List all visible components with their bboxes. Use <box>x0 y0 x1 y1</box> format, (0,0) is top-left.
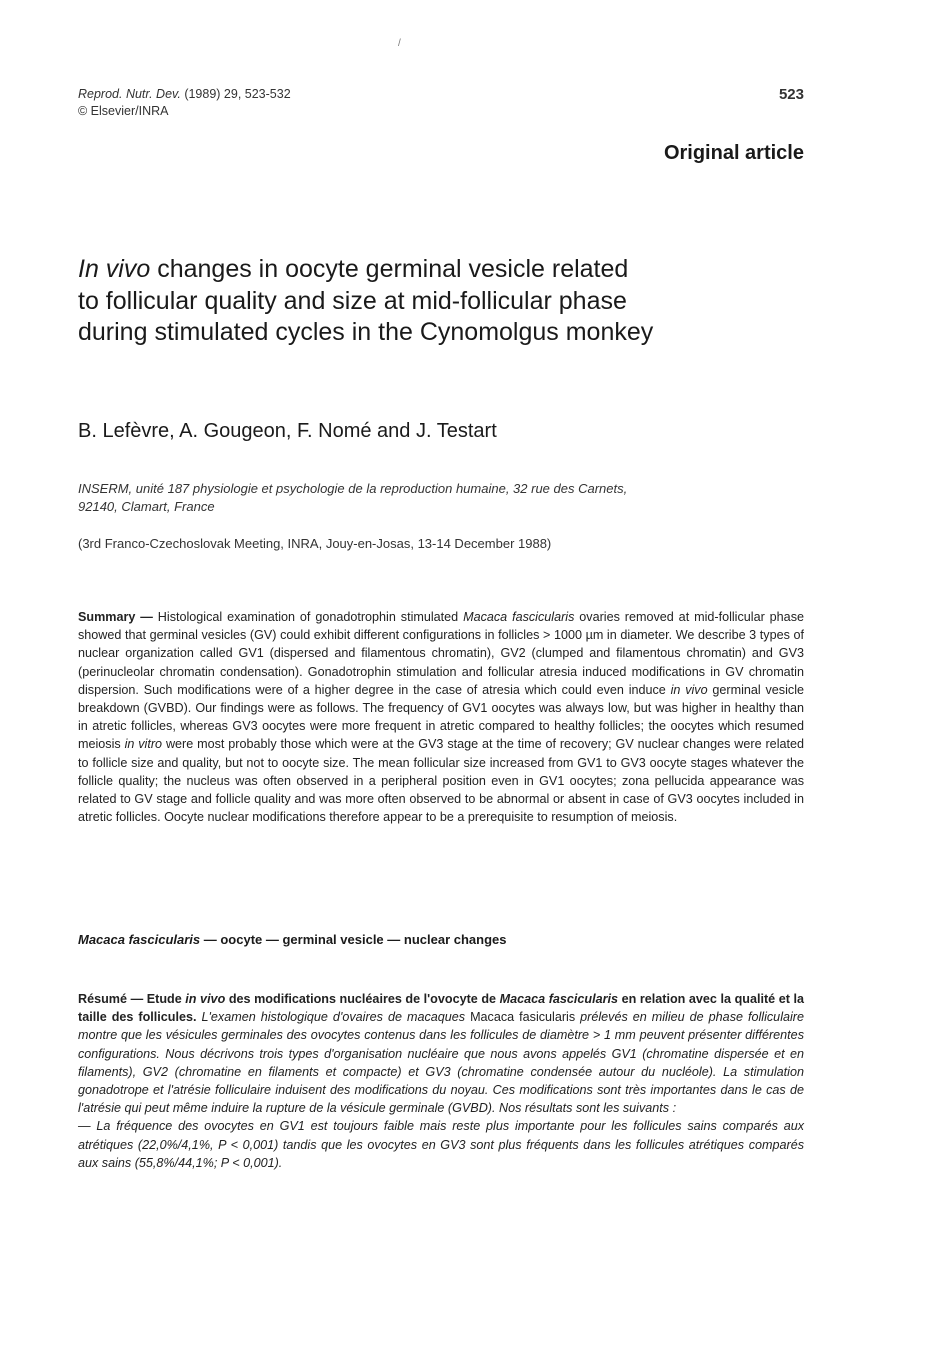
summary-text-1: Histological examination of gonadotrophin stimulated <box>152 610 464 624</box>
resume-title-1: des modifications nucléaires de l'ovocyte de <box>225 992 500 1006</box>
summary-label: Summary — <box>78 610 153 624</box>
resume-species-plain: Macaca fasicularis <box>470 1010 576 1025</box>
title-italic-lead: In vivo <box>78 255 151 283</box>
keywords <box>78 932 804 947</box>
title-line1: changes in oocyte germinal vesicle related <box>150 255 629 283</box>
title-line2: to follicular quality and size at mid-follicular phase <box>78 286 627 315</box>
resume-paragraph <box>78 990 804 1172</box>
summary-paragraph <box>78 608 804 826</box>
resume-label: Résumé — Etude <box>78 992 186 1006</box>
summary-text-4: were most probably those which were at the GV3 stage at the time of recovery; GV nuclear changes were related to follicle size and quality, but not to oocyte size. The mean follicular size increased from GV1 to GV3 oocyte stages whatever the follicle quality; the nucleus was often observed in a peripheral position even in GV1 oocytes; zona pellucida appearance was related to GV stage and follicle quality and was more often observed to be abnormal or absent in case of GV3 oocytes included in atretic follicles. Oocyte nuclear modifications therefore appear to be a prerequisite to resumption of meiosis. <box>78 737 804 825</box>
resume-text-1: L'examen histologique d'ovaires de macaques <box>196 1010 471 1025</box>
page-number: 523 <box>778 86 804 103</box>
title-line3: during stimulated cycles in the Cynomolgus monkey <box>78 318 654 346</box>
summary-in-vivo: in vivo <box>670 682 708 697</box>
article-title <box>78 254 808 349</box>
page-mark: / <box>398 38 401 49</box>
summary-species: Macaca fascicularis <box>463 610 575 624</box>
summary-in-vitro: in vitro <box>124 737 163 752</box>
keywords-species: Macaca fascicularis <box>78 932 201 947</box>
keywords-rest: — oocyte — germinal vesicle — nuclear changes <box>200 932 507 947</box>
journal-citation: (1989) 29, 523-532 <box>184 87 291 101</box>
resume-text-3: — La fréquence des ovocytes en GV1 est toujours faible mais reste plus importante pour les follicules sains comparés aux atrétiques (22,0%/4,1%, P < 0,001) tandis que les ovocytes en GV3 sont plus fréquents dans les follicules atrétiques comparés aux sains (55,8%/44,1%; P < 0,001). <box>78 1119 804 1170</box>
summary-text-3: germinal vesicle breakdown (GVBD). Our findings were as follows. The frequency of GV1 oocytes was always low, but was higher in healthy than in atretic follicles, whereas GV3 oocytes were more frequent in atretic compared to healthy follicles; the oocytes which resumed meiosis <box>78 682 804 752</box>
authors: B. Lefèvre, A. Gougeon, F. Nomé and J. Testart <box>78 420 497 442</box>
meeting-note: (3rd Franco-Czechoslovak Meeting, INRA, Jouy-en-Josas, 13-14 December 1988) <box>78 536 552 551</box>
resume-text-2: prélevés en milieu de phase folliculaire montre que les vésicules germinales des ovocytes contenus dans les follicules de diamètre > 1 mm peuvent présenter différentes configurations. Nous décrivons trois types d'organisation nucléaire que nous avons appelés GV1 (chromatine dispersée et en filaments), GV2 (chromatine en filaments et compacte) et GV3 (chromatine condensée autour du nucléole). La stimulation gonadotrope et l'atrésie folliculaire induisent des modifications du noyau. Ces modifications sont très importantes dans le cas de l'atrésie qui peut même induire la rupture de la vésicule germinale (GVBD). Nos résultats sont les suivants : <box>78 1010 804 1116</box>
resume-in-vivo: in vivo <box>185 992 226 1006</box>
copyright: © Elsevier/INRA <box>78 104 169 118</box>
summary-text-2: ovaries removed at mid-follicular phase showed that germinal vesicles (GV) could exhibit different configurations in follicles > 1000 µm in diameter. We describe 3 types of nuclear organization called GV1 (dispersed and filamentous chromatin), GV2 (clumped and filamentous chromatin) and GV3 (perinucleolar chromatin condensation). Gonadotrophin stimulation and follicular atresia induced modifications in GV chromatin dispersion. Such modifications were of a higher degree in the case of atresia which could even induce <box>78 610 804 697</box>
affiliation-line2: 92140, Clamart, France <box>78 499 215 514</box>
resume-species: Macaca fascicularis <box>499 992 619 1006</box>
journal-reference <box>78 86 291 120</box>
resume-title-2: en relation avec la qualité et la taille des follicules. <box>78 992 804 1025</box>
journal-abbrev: Reprod. Nutr. Dev. <box>78 87 181 101</box>
article-type: Original article <box>663 142 804 164</box>
affiliation-line1: INSERM, unité 187 physiologie et psychologie de la reproduction humaine, 32 rue des Carnets, <box>78 481 628 496</box>
affiliation <box>78 480 808 516</box>
